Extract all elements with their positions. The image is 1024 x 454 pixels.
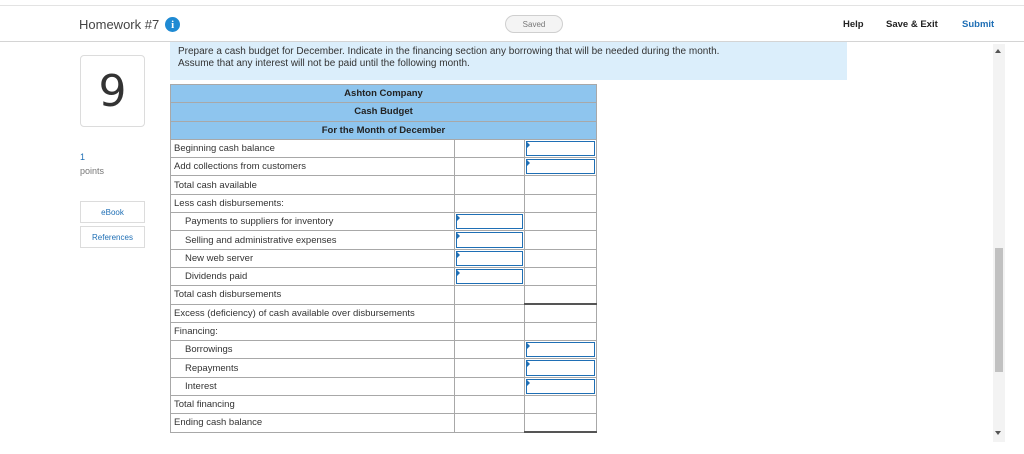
row-mid-cell xyxy=(454,158,525,176)
row-mid-cell xyxy=(454,194,525,212)
row-mid-cell xyxy=(454,377,525,395)
cash-budget-table xyxy=(170,84,597,433)
total-disbursements-cell[interactable] xyxy=(525,286,597,304)
assignment-title-text: Homework #7 xyxy=(79,17,160,32)
row-label: Ending cash balance xyxy=(171,414,455,432)
selling-admin-input[interactable] xyxy=(456,232,524,247)
table-row xyxy=(171,359,597,377)
question-number: 9 xyxy=(80,55,145,127)
save-exit-link[interactable]: Save & Exit xyxy=(886,19,938,30)
row-mid-cell xyxy=(454,304,525,322)
row-right-cell xyxy=(525,249,597,267)
row-mid-cell xyxy=(454,139,525,157)
row-label: Less cash disbursements: xyxy=(171,194,455,212)
row-right-cell xyxy=(525,231,597,249)
beginning-cash-input[interactable] xyxy=(526,141,595,156)
row-mid-cell xyxy=(454,213,525,231)
total-cash-available-cell[interactable] xyxy=(525,176,597,194)
table-row xyxy=(171,249,597,267)
row-right-cell xyxy=(525,194,597,212)
row-label: Beginning cash balance xyxy=(171,139,455,157)
submit-link[interactable]: Submit xyxy=(962,19,995,30)
repayments-input[interactable] xyxy=(526,360,595,375)
collections-input[interactable] xyxy=(526,159,595,174)
row-label: Financing: xyxy=(171,322,455,340)
ending-cash-cell[interactable] xyxy=(525,414,597,432)
table-row xyxy=(171,158,597,176)
row-right-cell xyxy=(525,213,597,231)
points-label: points xyxy=(80,166,105,176)
budget-title: Cash Budget xyxy=(171,103,597,121)
total-financing-cell[interactable] xyxy=(525,396,597,414)
dividends-input[interactable] xyxy=(456,269,524,284)
row-right-cell xyxy=(525,139,597,157)
row-mid-cell xyxy=(454,286,525,304)
row-right-cell xyxy=(525,267,597,285)
budget-period: For the Month of December xyxy=(171,121,597,139)
row-label: Dividends paid xyxy=(171,267,455,285)
saved-status-badge: Saved xyxy=(505,15,563,33)
table-row xyxy=(171,286,597,304)
row-label: Total financing xyxy=(171,396,455,414)
ebook-button[interactable]: eBook xyxy=(80,201,145,223)
company-name: Ashton Company xyxy=(171,85,597,103)
table-row xyxy=(171,267,597,285)
row-label: New web server xyxy=(171,249,455,267)
row-mid-cell xyxy=(454,176,525,194)
row-label: Interest xyxy=(171,377,455,395)
row-mid-cell xyxy=(454,249,525,267)
row-right-cell xyxy=(525,322,597,340)
row-label: Add collections from customers xyxy=(171,158,455,176)
row-label: Selling and administrative expenses xyxy=(171,231,455,249)
table-row xyxy=(171,304,597,322)
excess-deficiency-cell[interactable] xyxy=(525,304,597,322)
assignment-title xyxy=(79,17,180,32)
table-row xyxy=(171,414,597,432)
info-icon[interactable]: i xyxy=(165,17,180,32)
payments-suppliers-input[interactable] xyxy=(456,214,524,229)
table-row xyxy=(171,176,597,194)
instructions-line-1: Prepare a cash budget for December. Indicate in the financing section any borrowing that will be needed during the month. xyxy=(178,46,720,57)
row-mid-cell xyxy=(454,414,525,432)
top-bar xyxy=(0,5,1024,42)
row-label: Payments to suppliers for inventory xyxy=(171,213,455,231)
row-right-cell xyxy=(525,359,597,377)
table-row xyxy=(171,231,597,249)
row-right-cell xyxy=(525,158,597,176)
row-label: Total cash disbursements xyxy=(171,286,455,304)
table-row xyxy=(171,139,597,157)
table-row xyxy=(171,213,597,231)
borrowings-input[interactable] xyxy=(526,342,595,357)
scrollbar-thumb[interactable] xyxy=(995,248,1003,372)
row-right-cell xyxy=(525,377,597,395)
row-mid-cell xyxy=(454,396,525,414)
row-label: Total cash available xyxy=(171,176,455,194)
row-mid-cell xyxy=(454,359,525,377)
scroll-down-icon[interactable] xyxy=(995,431,1001,435)
row-mid-cell xyxy=(454,231,525,249)
table-row xyxy=(171,341,597,359)
table-row xyxy=(171,377,597,395)
help-link[interactable]: Help xyxy=(843,19,864,30)
interest-input[interactable] xyxy=(526,379,595,394)
instructions-panel xyxy=(170,42,847,80)
table-row xyxy=(171,322,597,340)
table-row xyxy=(171,194,597,212)
row-mid-cell xyxy=(454,341,525,359)
row-mid-cell xyxy=(454,322,525,340)
row-label: Borrowings xyxy=(171,341,455,359)
row-label: Excess (deficiency) of cash available over disbursements xyxy=(171,304,455,322)
scrollbar-track[interactable] xyxy=(993,44,1005,442)
row-mid-cell xyxy=(454,267,525,285)
points-value: 1 xyxy=(80,152,86,162)
instructions-line-2: Assume that any interest will not be paid until the following month. xyxy=(178,58,470,69)
scroll-up-icon[interactable] xyxy=(995,49,1001,53)
row-label: Repayments xyxy=(171,359,455,377)
row-right-cell xyxy=(525,341,597,359)
web-server-input[interactable] xyxy=(456,251,524,266)
references-button[interactable]: References xyxy=(80,226,145,248)
table-row xyxy=(171,396,597,414)
